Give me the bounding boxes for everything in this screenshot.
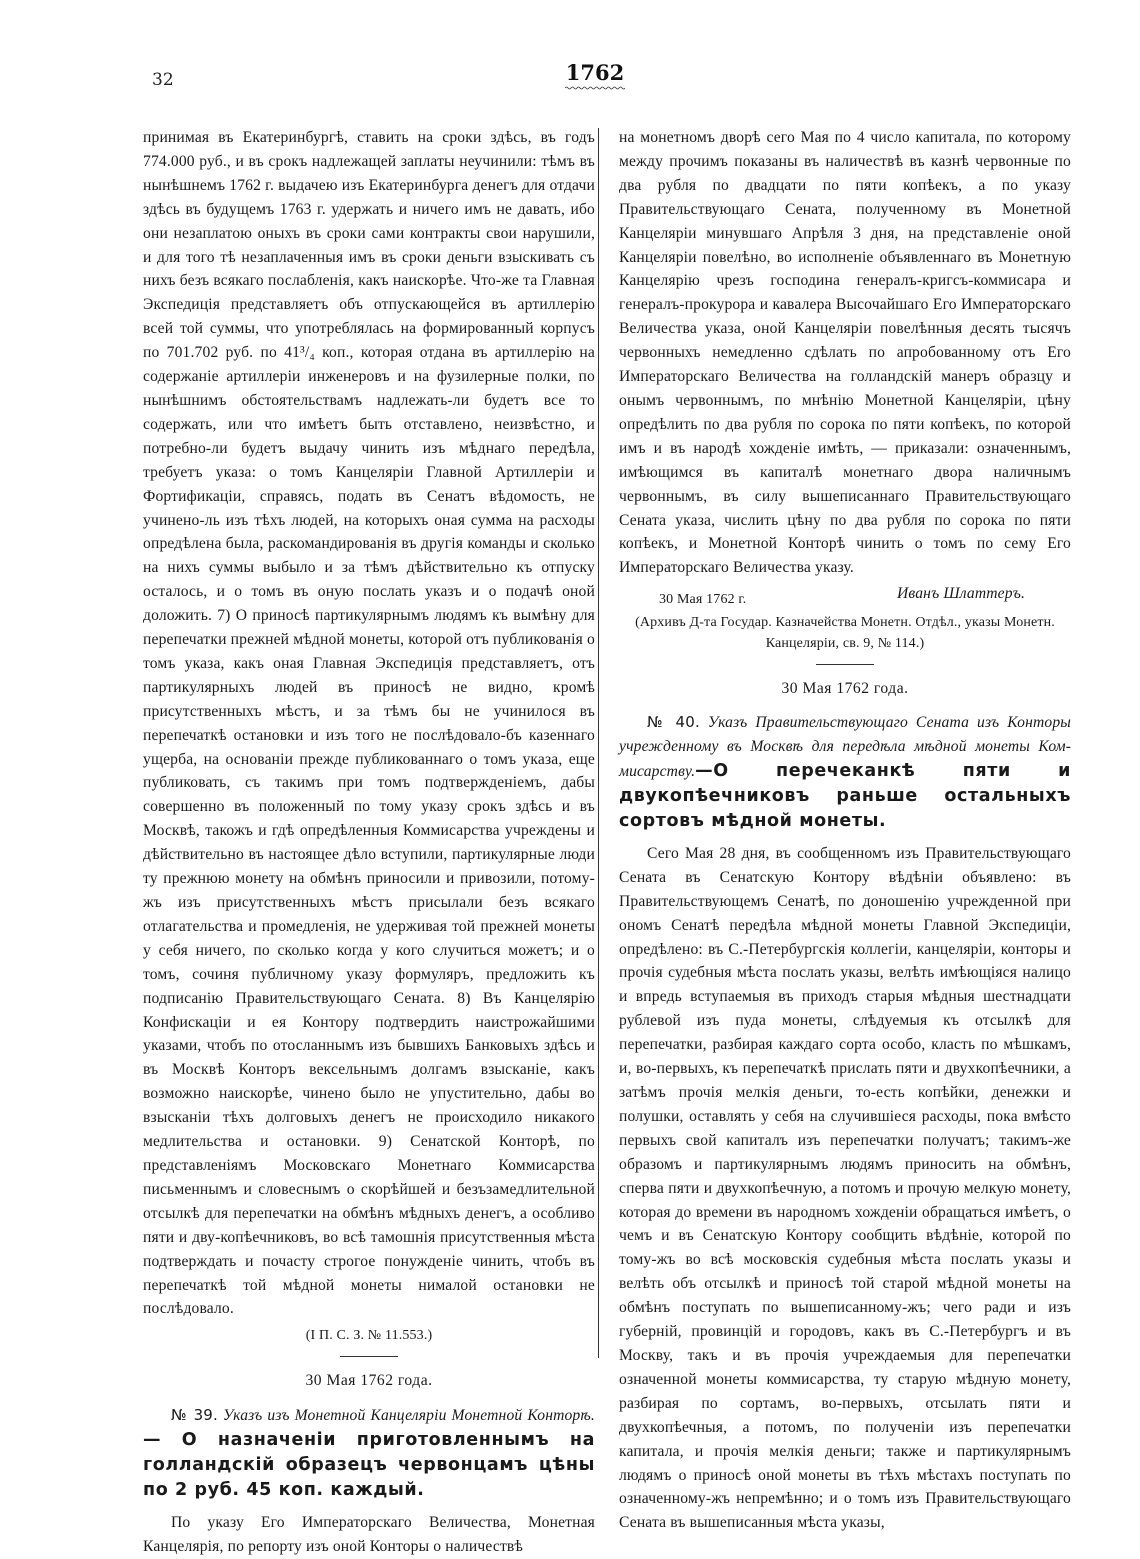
section-rule — [340, 1356, 398, 1357]
decree-40-date: 30 Мая 1762 года. — [781, 680, 909, 698]
decree-39-dash: — — [143, 1430, 182, 1451]
decree-40-number: № 40. — [647, 713, 700, 732]
signer-name: Иванъ Шлаттеръ. — [897, 585, 1025, 603]
decree-39-number: № 39. — [171, 1406, 218, 1425]
running-header-year: 1762 — [565, 60, 625, 85]
section-rule — [816, 664, 874, 665]
archive-citation: (Архивъ Д-та Государ. Казначейства Монетн. Отдѣл., указы Монетн. Канцеляріи, св. 9, № 114.) — [635, 615, 1055, 652]
decree-40-title: О перечеканкѣ пяти и двукопѣечниковъ раньше остальныхъ сортовъ мѣдной монеты. — [619, 760, 1071, 831]
decree-39-body-start: По указу Его Императорскаго Величества, Монетная Канцелярія, по репорту изъ оной Конторы о наличествѣ — [143, 1514, 595, 1556]
source-citation: (I П. С. З. № 11.553.) — [305, 1328, 433, 1344]
decree-39-heading — [143, 1403, 595, 1503]
decree-40-body: Сего Мая 28 дня, въ сообщенномъ изъ Правительствующаго Сената въ Сенатскую Контору вѣдѣніи объявлено: въ Правительствующемъ Сенатѣ, по доношенію учрежденной при ономъ Сенатѣ передѣла мѣдной монеты Главной Экспедиціи, опредѣлено: въ С.-Петербургскія коллегіи, канцеляріи, конторы и прочія судебныя мѣста послать указы, велѣть имѣющіяся налицо и впредь вступаемыя въ приходъ старыя мѣдныя шестнадцати рублевой изъ пуда монеты, слѣдуемыя къ отсылкѣ для перепечатки, разбирая каждаго сорта особо, класть по мѣшкамъ, и, во-первыхъ, къ перепечаткѣ прислать пяти и двухкопѣечники, а затѣмъ прочія мелкія деньги, то-есть копѣйки, денежки и полушки, оставлять у себя на случившіеся расходы, пока вмѣсто первыхъ свой капиталъ изъ перепечатки получатъ; такимъ-же образомъ и партикулярнымъ людямъ приносить на обмѣнъ, сперва пяти и двухкопѣечную, а потомъ и прочую мелкую монету, которая до времени въ народномъ хожденіи обращаться имѣетъ, о чемъ и въ Сенатскую Контору сообщить вѣдѣніе, которой по тому-жъ во всѣ московскія судебныя мѣста послать указы и велѣть объ отсылкѣ и приносѣ той старой мѣдной монеты на обмѣнъ поступать по вышеписанному-жъ; чего ради и изъ губерній, провинцій и городовъ, какъ въ С.-Петербургъ и въ Москву, такъ и въ прочія учреждаемыя для перепечатки означенной монеты коммисарства, ту старую мѣдную монету, разбирая по сортамъ, во-первыхъ, отсылать пяти и двухкопѣечныя, а потомъ, по полученіи изъ перепечатки капитала, и прочія мелкія деньги; также и партикулярнымъ людямъ о приносѣ оной монеты въ тѣхъ мѣстахъ поступать по означенному-жъ непремѣнно; и о томъ изъ Правительствующаго Сената въ вышеписанныя мѣста указы, — [619, 844, 1071, 1532]
decree-39-kind: Указъ изъ Монетной Канцеляріи Монетной Конторѣ. — [222, 1407, 595, 1425]
decree-39-title: О назначеніи приготовленнымъ на голландскій образецъ червонцамъ цѣны по 2 руб. 45 коп. каждый. — [143, 1430, 596, 1501]
column-divider — [598, 128, 599, 1358]
decree-40-kind: Указъ Правительствующаго Сената изъ Конторы учрежденному въ Москвѣ для передѣла мѣдной монеты Коммисарству. — [619, 714, 1071, 780]
decree-39-date: 30 Мая 1762 года. — [305, 1372, 433, 1390]
left-column — [143, 126, 595, 1559]
signoff-date: 30 Мая 1762 г. — [659, 592, 747, 608]
continuation-paragraph: принимая въ Екатеринбургѣ, ставить на сроки здѣсь, въ годъ 774.000 руб., и въ срокъ надлежащей заплаты неучинили: тѣмъ въ нынѣшнемъ 1762 г. выдачею изъ Екатеринбурга денегъ для отдачи здѣсь въ будущемъ 1763 г. удержать и ничего имъ не давать, ибо они незаплатою оныхъ въ сроки сами контракты свои нарушили, и для того тѣ незаплаченныя имъ въ сроки деньги взыскивать съ нихъ безъ всякаго послабленія, какъ наискорѣе. Что-же та Главная Экспедиція представляетъ объ отпускающейся въ артиллерію всей той суммы, что употреблялась на формированный корпусъ по 701.702 руб. по 41³/₄ коп., которая отдана въ артиллерію на содержаніе артиллеріи инженеровъ и на фузилерные полки, по нынѣшнимъ обстоятельствамъ надлежать-ли будетъ все то содержать, или что имѣетъ быть отставлено, неизвѣстно, и потребно-ли будетъ выдачу чинить изъ мѣднаго передѣла, требуетъ указа: о томъ Канцеляріи Главной Артиллеріи и Фортификаціи, справясь, подать въ Сенатъ вѣдомость, не учинено-ль изъ тѣхъ людей, на которыхъ оная сумма на расходы опредѣлена была, раскомандированія въ другія команды и сколько на нихъ суммы выбыло и за тѣмъ дѣйствительно къ отпуску осталось, и о томъ въ оную послать указъ и о подачѣ оной доложить. 7) О приносѣ партикулярнымъ людямъ къ вымѣну для перепечатки прежней мѣдной монеты, которой отъ публикованія о томъ указа, какъ оная Главная Экспедиція представляетъ, отъ партикулярныхъ людей въ приносѣ не видно, кромѣ присутственныхъ мѣстъ, и за тѣмъ бы не учинилося въ перепечаткѣ остановки и изъ того не послѣдовало-бъ казеннаго ущерба, на основаніи прежде публикованнаго о томъ указа, еще публиковать, съ такимъ при томъ подтвержденіемъ, дабы совершенно въ положенный по тому указу срокъ здѣсь и въ Москвѣ, такожъ и гдѣ опредѣленныя Коммисарства учреждены и дѣйствительно въ настоящее дѣло вступили, партикулярные люди ту прежнюю монету на обмѣнъ приносили и привозили, потому-жъ изъ присутственныхъ мѣстъ присылали безъ всякаго отлагательства и промедленія, не удерживая той прежней монеты у себя ничего, по сколько когда у кого случиться можетъ; и о томъ, сочиня публичному указу формуляръ, предложить къ подписанію Правительствующаго Сената. 8) Въ Канцелярію Конфискаціи и ея Контору подтвердить наистрожайшими указами, чтобъ по отосланнымъ изъ бывшихъ Банковыхъ здѣсь и въ Москвѣ Конторъ вексельнымъ долгамъ взысканіе, какъ возможно наискорѣе, чинено было не упустительно, дабы во взысканіи тѣхъ долговыхъ денегъ не происходило никакого медлительства и остановки. 9) Сенатской Конторѣ, по представленіямъ Московскаго Монетнаго Коммисарства письменнымъ и словеснымъ о скорѣйшей и безъзамедлительной отсылкѣ для перепечатки на обмѣнъ мѣдныхъ денегъ, а особливо пяти и дву-копѣечниковъ, во всѣ тамошнія присутственныя мѣста подтверждать и почасту строгое понужденіе чинить, чтобъ въ перепечаткѣ той мѣдной монеты нималой остановки не послѣдовало. — [143, 129, 595, 1318]
right-column — [619, 126, 1071, 1535]
decree-39-body-continued: на монетномъ дворѣ сего Мая по 4 число капитала, по которому между прочимъ показаны въ наличествѣ въ казнѣ червонные по два рубля по двадцати по пяти копѣекъ, а по указу Правительствующаго Сената, полученному въ Монетной Канцеляріи минувшаго Апрѣля 3 дня, на представленіе оной Канцеляріи повелѣно, во исполненіе объявленнаго въ Монетную Канцелярію чрезъ господина генералъ-кригсъ-коммисара и генералъ-прокурора и кавалера Высочайшаго Его Императорскаго Величества указа, оной Канцеляріи повелѣнныя десять тысячъ червонныхъ немедленно сдѣлать по апробованному отъ Его Императорскаго Величества на голландскій манеръ образцу и онымъ червоннымъ, по мнѣнію Монетной Канцеляріи, цѣну опредѣлить по два рубля по сорока по пяти копѣекъ, по которой имъ и въ народѣ хожденіе имѣть, — приказали: означеннымъ, имѣющимся въ капиталѣ монетнаго двора наличнымъ червоннымъ, въ силу вышеписаннаго Правительствующаго Сената указа, числить цѣну по два рубля по сорока по пяти копѣекъ, и Монетной Конторѣ чинить о томъ по сему Его Императорскаго Величества указу. — [619, 129, 1071, 577]
signoff — [619, 582, 1071, 608]
page-number: 32 — [152, 70, 174, 90]
wavy-underline-ornament — [565, 86, 625, 90]
decree-40-heading — [619, 711, 1071, 834]
decree-40-dash: — — [695, 760, 714, 781]
